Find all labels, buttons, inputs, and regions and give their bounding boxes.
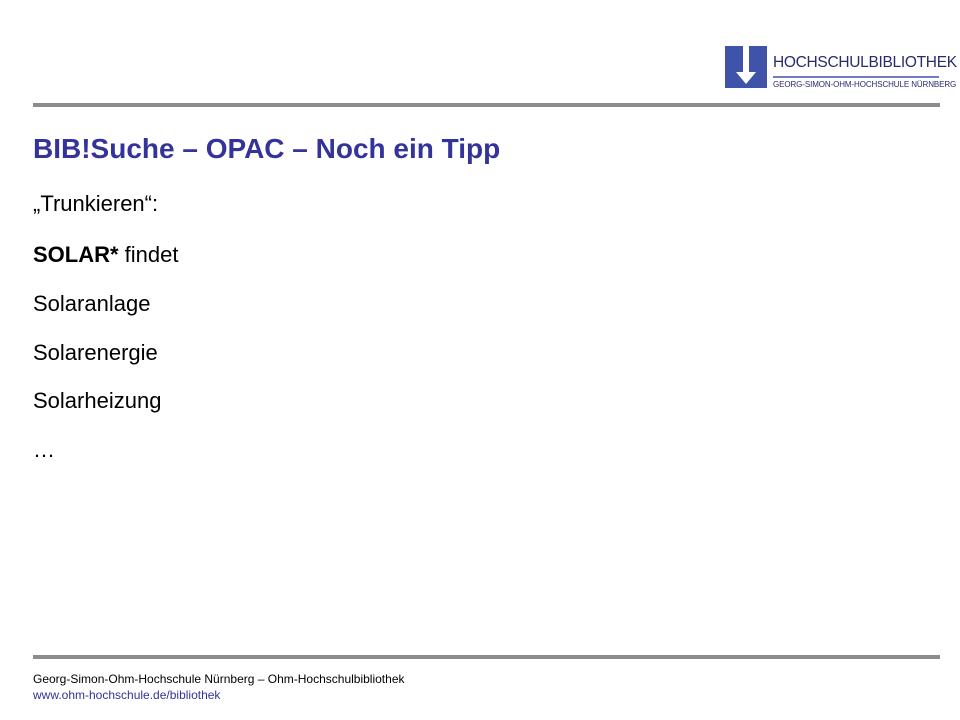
search-term: SOLAR*	[33, 242, 119, 267]
result-item: Solaranlage	[33, 291, 151, 316]
library-logo	[725, 46, 957, 91]
slide-title: BIB!Suche – OPAC – Noch ein Tipp	[33, 133, 501, 164]
result-item: Solarenergie	[33, 340, 158, 365]
finds-label: findet	[118, 242, 179, 267]
library-subtitle: GEORG-SIMON-OHM-HOCHSCHULE NÜRNBERG	[773, 80, 957, 89]
result-item-ellipsis: …	[33, 437, 55, 462]
result-item: Solarheizung	[33, 388, 162, 413]
footer-institution: Georg-Simon-Ohm-Hochschule Nürnberg – Ohm-Hochschulbibliothek	[33, 672, 405, 686]
footer	[33, 671, 405, 703]
footer-url[interactable]: www.ohm-hochschule.de/bibliothek	[33, 688, 221, 702]
library-logo-icon	[725, 46, 767, 88]
intro-text: „Trunkieren“:	[33, 191, 159, 216]
search-example	[33, 243, 179, 267]
header-divider	[33, 103, 940, 107]
logo-divider	[773, 76, 939, 78]
library-name: HOCHSCHULBIBLIOTHEK	[773, 54, 957, 71]
footer-divider	[33, 655, 940, 659]
